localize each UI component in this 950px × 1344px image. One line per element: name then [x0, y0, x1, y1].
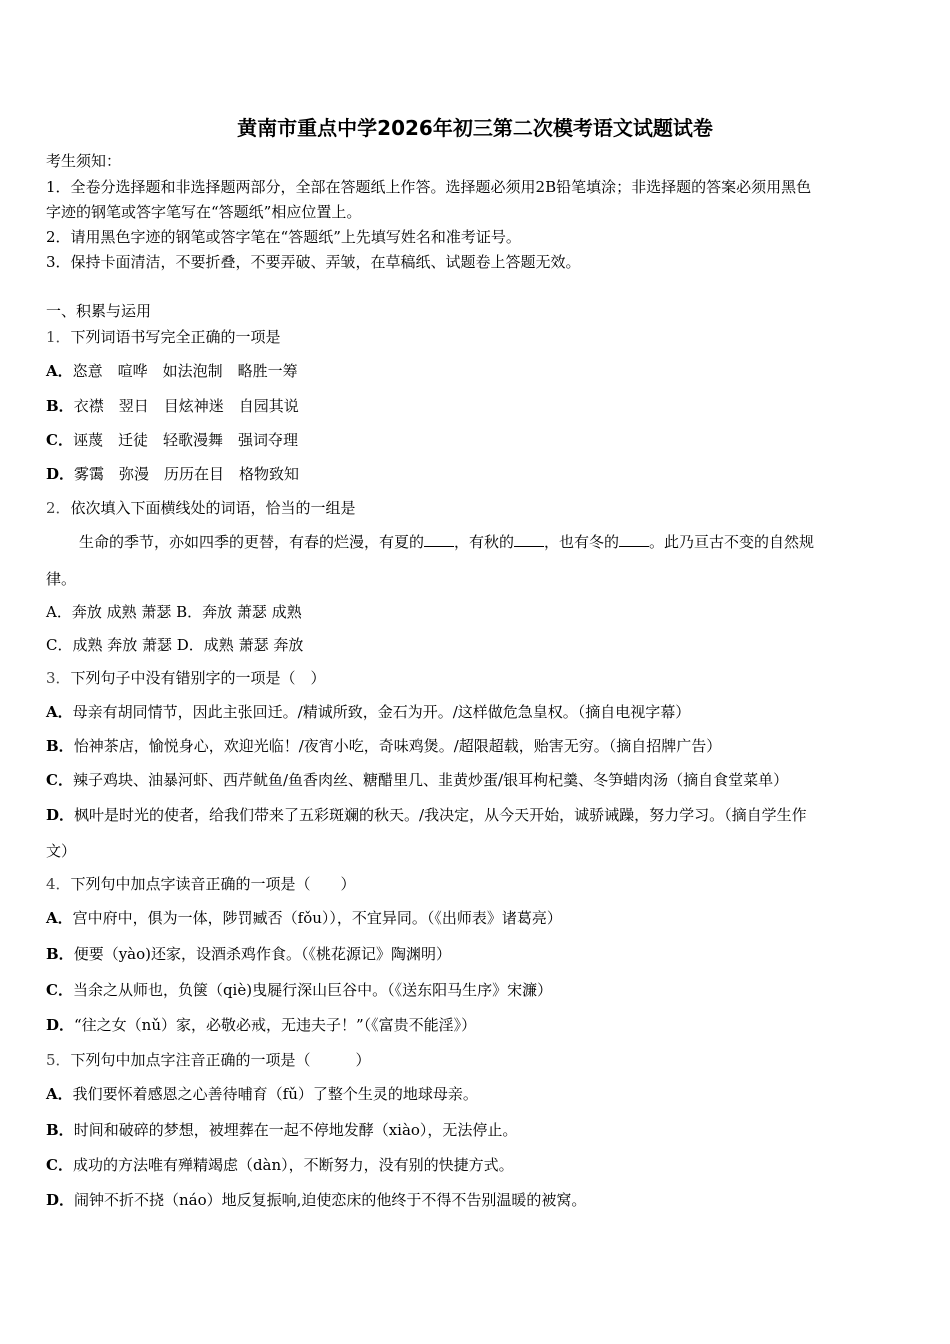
section-heading: 一、积累与运用: [46, 302, 152, 320]
fill-blank: [514, 532, 544, 547]
notice-heading: 考生须知：: [46, 152, 122, 170]
notice-item-1-line-2: 字迹的钢笔或答字笔写在“答题纸”相应位置上。: [46, 203, 362, 221]
option-text: 母亲有胡同情节，因此主张回迁。/精诚所致，金石为开。/这样做危急皇权。（摘自电视字幕）: [72, 703, 691, 721]
option-label: C．: [46, 981, 73, 999]
notice-item-3: 3．保持卡面清洁，不要折叠，不要弄破、弄皱，在草稿纸、试题卷上答题无效。: [46, 253, 581, 271]
option-label: C．: [46, 431, 73, 449]
option-label: A．: [46, 703, 73, 721]
passage-text: ，有秋的: [454, 533, 515, 551]
option-label: C．: [46, 771, 73, 789]
option-text: 我们要怀着感恩之心善待哺育（fǔ）了整个生灵的地球母亲。: [72, 1085, 478, 1103]
q1-option-c: [46, 430, 298, 450]
question-number: 2．: [46, 499, 71, 517]
option-label: D．: [46, 1016, 75, 1034]
passage-text: 。此乃亘古不变的自然规: [649, 533, 815, 551]
q5-option-c: [46, 1155, 514, 1175]
q4-option-b: [46, 944, 451, 964]
q5-option-b: [46, 1120, 517, 1140]
option-text: 恣意 喧哗 如法泡制 略胜一筹: [72, 362, 298, 380]
option-label: C．: [46, 1156, 73, 1174]
option-text: 衣襟 翌日 目炫神迷 自园其说: [73, 397, 299, 415]
question-3: [46, 668, 326, 688]
option-label: A．: [46, 909, 73, 927]
fill-blank: [424, 532, 454, 547]
q4-option-c: [46, 980, 552, 1000]
option-text: 便要（yào)还家，设酒杀鸡作食。（《桃花源记》陶渊明）: [73, 945, 451, 963]
q3-option-b: [46, 736, 721, 756]
question-number: 1．: [46, 328, 71, 346]
question-number: 4．: [46, 875, 71, 893]
q3-option-c: [46, 770, 788, 790]
q5-option-a: [46, 1084, 478, 1104]
q1-option-a: [46, 361, 298, 381]
option-label: A．: [46, 1085, 73, 1103]
option-text: 闹钟不折不挠（náo）地反复振响,迫使恋床的他终于不得不告别温暖的被窝。: [74, 1191, 587, 1209]
q2-options-cd: C．成熟 奔放 萧瑟 D．成熟 萧瑟 奔放: [46, 636, 304, 654]
question-number: 5．: [46, 1051, 71, 1069]
q3-option-a: [46, 702, 690, 722]
option-label: B．: [46, 945, 74, 963]
option-text: 枫叶是时光的使者，给我们带来了五彩斑斓的秋天。/我决定，从今天开始，诚骄诫躁，努力学习。（摘自学生作: [74, 806, 807, 824]
page-title: 黄南市重点中学2026年初三第二次模考语文试题试卷: [237, 116, 713, 140]
q1-option-b: [46, 396, 299, 416]
question-stem: 依次填入下面横线处的词语，恰当的一组是: [70, 499, 356, 517]
option-label: B．: [46, 737, 74, 755]
q5-option-d: [46, 1190, 586, 1210]
fill-blank: [619, 532, 649, 547]
option-label: B．: [46, 1121, 74, 1139]
q2-passage-line-1: [79, 532, 814, 552]
option-text: 辣子鸡块、油暴河虾、西芹鱿鱼/鱼香肉丝、糖醋里几、韭黄炒蛋/银耳枸杞羹、冬笋蜡肉汤（摘自食堂菜单）: [72, 771, 789, 789]
question-2: [46, 498, 356, 518]
q4-option-a: [46, 908, 562, 928]
option-label: D．: [46, 806, 75, 824]
passage-text: 生命的季节，亦如四季的更替，有春的烂漫，有夏的: [79, 533, 425, 551]
question-stem: 下列词语书写完全正确的一项是: [70, 328, 281, 346]
question-5: [46, 1050, 371, 1070]
q1-option-d: [46, 464, 299, 484]
q3-option-d: [46, 805, 807, 825]
question-number: 3．: [46, 669, 71, 687]
notice-item-1-line-1: 1．全卷分选择题和非选择题两部分，全部在答题纸上作答。选择题必须用2B铅笔填涂；非选择题的答案必须用黑色: [46, 178, 812, 196]
option-text: 时间和破碎的梦想，被埋葬在一起不停地发酵（xiào），无法停止。: [73, 1121, 518, 1139]
option-label: A．: [46, 362, 73, 380]
option-text: “往之女（nǔ）家，必敬必戒，无违夫子！”（《富贵不能淫》）: [74, 1016, 477, 1034]
passage-text: ，也有冬的: [544, 533, 620, 551]
option-text: 宫中府中，俱为一体，陟罚臧否（fǒu）），不宜异同。（《出师表》诸葛亮）: [72, 909, 562, 927]
question-1: [46, 327, 281, 347]
question-stem: 下列句子中没有错别字的一项是（ ）: [70, 669, 326, 687]
q3-option-d-line-2: 文）: [46, 842, 77, 860]
question-stem: 下列句中加点字注音正确的一项是（ ）: [70, 1051, 371, 1069]
option-label: D．: [46, 1191, 75, 1209]
q4-option-d: [46, 1015, 476, 1035]
notice-item-2: 2．请用黑色字迹的钢笔或答字笔在“答题纸”上先填写姓名和准考证号。: [46, 228, 521, 246]
option-label: B．: [46, 397, 74, 415]
q2-options-ab: A．奔放 成熟 萧瑟 B．奔放 萧瑟 成熟: [46, 603, 302, 621]
option-text: 怡神茶店，愉悦身心，欢迎光临！/夜宵小吃，奇味鸡煲。/超限超载，贻害无穷。（摘自招牌广告）: [73, 737, 722, 755]
option-text: 成功的方法唯有殚精竭虑（dàn），不断努力，没有别的快捷方式。: [72, 1156, 514, 1174]
option-text: 雾霭 弥漫 历历在目 格物致知: [74, 465, 300, 483]
option-label: D．: [46, 465, 75, 483]
option-text: 诬蔑 迁徒 轻歌漫舞 强词夺理: [72, 431, 298, 449]
question-stem: 下列句中加点字读音正确的一项是（ ）: [70, 875, 356, 893]
q2-passage-line-2: 律。: [46, 570, 77, 588]
question-4: [46, 874, 356, 894]
option-text: 当余之从师也，负箧（qiè)曳屣行深山巨谷中。（《送东阳马生序》宋濂）: [72, 981, 553, 999]
